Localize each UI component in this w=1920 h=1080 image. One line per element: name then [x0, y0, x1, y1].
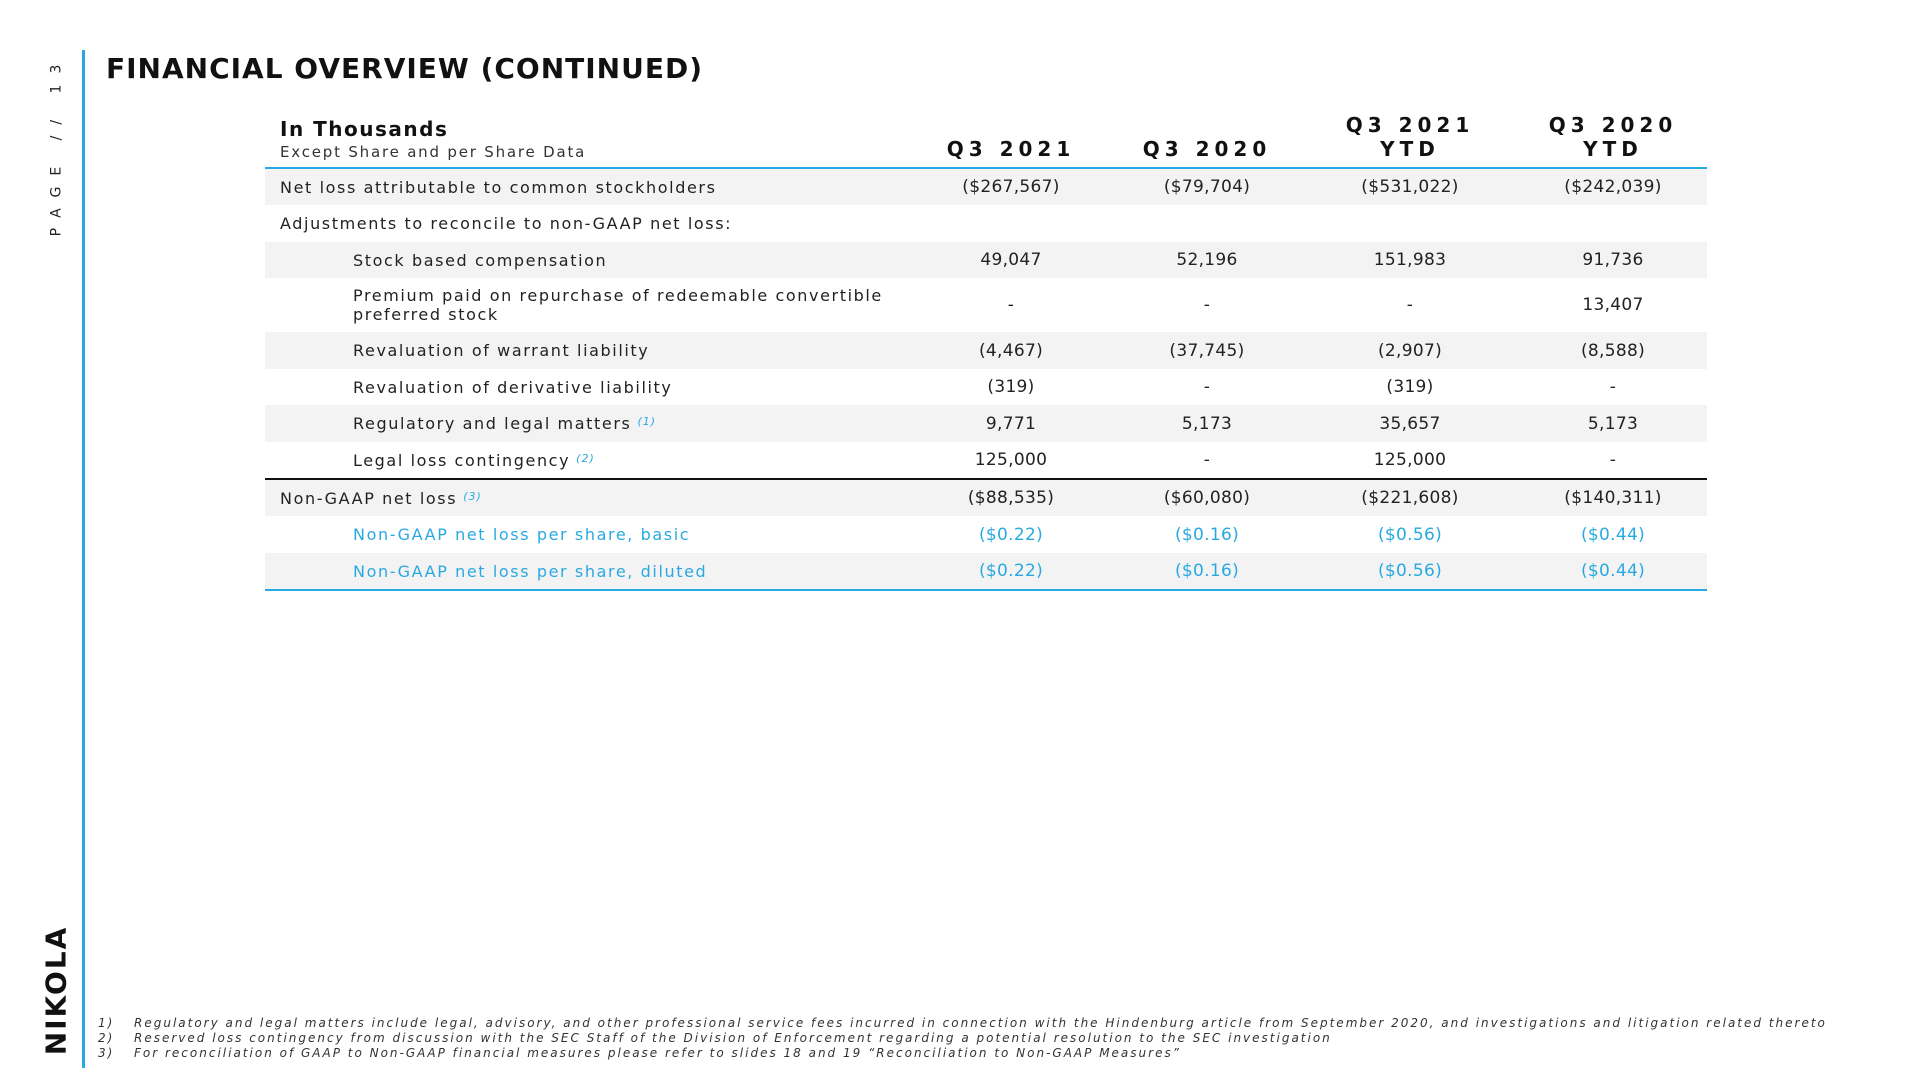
- footnote: 2) Reserved loss contingency from discussion with the SEC Staff of the Division of Enforcement regarding a potential resolution to the SEC investigation: [98, 1031, 1332, 1045]
- table-row: [265, 169, 1707, 205]
- accent-divider: [82, 50, 85, 1068]
- row-label: Non-GAAP net loss $^{(3)}$: [280, 488, 482, 508]
- column-header-q3-2021: Q3 2021: [946, 137, 1076, 161]
- table-row-total: [265, 480, 1707, 516]
- row-label: Revaluation of derivative liability: [353, 377, 673, 397]
- row-label: Revaluation of warrant liability: [353, 341, 650, 360]
- cell-value: ($0.16): [1174, 561, 1240, 581]
- cell-value: ($221,608): [1361, 488, 1459, 508]
- cell-value: ($0.44): [1580, 524, 1646, 545]
- cell-value: -: [1609, 450, 1617, 470]
- cell-value: ($0.44): [1580, 561, 1646, 581]
- column-header-q3-2021-ytd: Q3 2021 YTD: [1345, 113, 1475, 161]
- cell-value: ($140,311): [1564, 488, 1662, 508]
- cell-value: ($242,039): [1564, 177, 1662, 197]
- table-header: [265, 105, 1707, 169]
- row-label: Non-GAAP net loss per share, basic: [353, 525, 691, 544]
- column-header-q3-2020: Q3 2020: [1142, 137, 1272, 161]
- cell-value: 5,173: [1587, 413, 1639, 434]
- cell-value: ($0.22): [978, 524, 1044, 545]
- cell-value: ($79,704): [1163, 177, 1251, 197]
- cell-value: ($0.56): [1377, 524, 1443, 545]
- cell-value: ($88,535): [967, 488, 1055, 508]
- cell-value: ($60,080): [1163, 488, 1251, 508]
- cell-value: 125,000: [1373, 450, 1447, 470]
- table-row: [265, 242, 1707, 278]
- financial-table: [265, 105, 1707, 591]
- row-label: Net loss attributable to common stockholders: [280, 177, 717, 197]
- cell-value: (37,745): [1169, 340, 1245, 361]
- page-number-label: PAGE // 13: [48, 53, 65, 237]
- cell-value: -: [1406, 295, 1414, 315]
- cell-value: 91,736: [1582, 250, 1644, 270]
- table-row: [265, 278, 1707, 332]
- cell-value: (319): [1386, 377, 1434, 397]
- cell-value: ($531,022): [1361, 177, 1459, 197]
- cell-value: 52,196: [1176, 250, 1238, 270]
- cell-value: ($267,567): [962, 177, 1060, 197]
- cell-value: (319): [987, 377, 1035, 397]
- footnote-ref: (3): [463, 489, 482, 503]
- cell-value: (4,467): [978, 340, 1044, 361]
- header-units: In Thousands: [280, 117, 449, 141]
- cell-value: -: [1609, 377, 1617, 397]
- row-label: Non-GAAP net loss per share, diluted: [353, 561, 708, 581]
- cell-value: 5,173: [1181, 413, 1233, 434]
- footnote: 3) For reconciliation of GAAP to Non-GAAP financial measures please refer to slides 18 and 19 “Reconciliation to Non-GAAP Measures”: [98, 1046, 1181, 1060]
- row-label: Stock based compensation: [353, 250, 608, 270]
- cell-value: -: [1203, 450, 1211, 470]
- table-row: [265, 442, 1707, 480]
- nikola-logo: NIKOLA: [39, 925, 73, 1055]
- row-label: Legal loss contingency $^{(2)}$: [353, 450, 595, 470]
- cell-value: -: [1203, 377, 1211, 397]
- cell-value: ($0.16): [1174, 524, 1240, 545]
- row-label: Regulatory and legal matters $^{(1)}$: [353, 414, 657, 433]
- table-row-per-share: [265, 553, 1707, 591]
- cell-value: (2,907): [1377, 340, 1443, 361]
- cell-value: 13,407: [1582, 295, 1644, 315]
- cell-value: (8,588): [1580, 340, 1646, 361]
- footnote-ref: (2): [576, 451, 595, 465]
- cell-value: -: [1203, 295, 1211, 315]
- cell-value: 49,047: [980, 250, 1042, 270]
- table-row: [265, 205, 1707, 242]
- cell-value: ($0.56): [1377, 561, 1443, 581]
- table-row-per-share: [265, 516, 1707, 553]
- column-header-q3-2020-ytd: Q3 2020 YTD: [1548, 113, 1678, 161]
- page-title: FINANCIAL OVERVIEW (CONTINUED): [106, 52, 703, 85]
- table-row: [265, 405, 1707, 442]
- footnote: 1) Regulatory and legal matters include legal, advisory, and other professional service fees incurred in connection with the Hindenburg article from September 2020, and investigations and litigation related thereto: [98, 1016, 1827, 1030]
- cell-value: 125,000: [974, 450, 1048, 470]
- cell-value: 35,657: [1379, 413, 1441, 434]
- table-row: [265, 332, 1707, 369]
- cell-value: 151,983: [1373, 250, 1447, 270]
- table-row: [265, 369, 1707, 405]
- cell-value: 9,771: [985, 413, 1037, 434]
- cell-value: ($0.22): [978, 561, 1044, 581]
- footnote-ref: (1): [637, 415, 657, 428]
- cell-value: -: [1007, 295, 1015, 315]
- footnotes: [98, 1016, 1827, 1061]
- row-label: Adjustments to reconcile to non-GAAP net loss:: [280, 214, 733, 233]
- row-label: Premium paid on repurchase of redeemable convertible preferred stock: [353, 286, 883, 324]
- header-subtitle: Except Share and per Share Data: [280, 143, 587, 161]
